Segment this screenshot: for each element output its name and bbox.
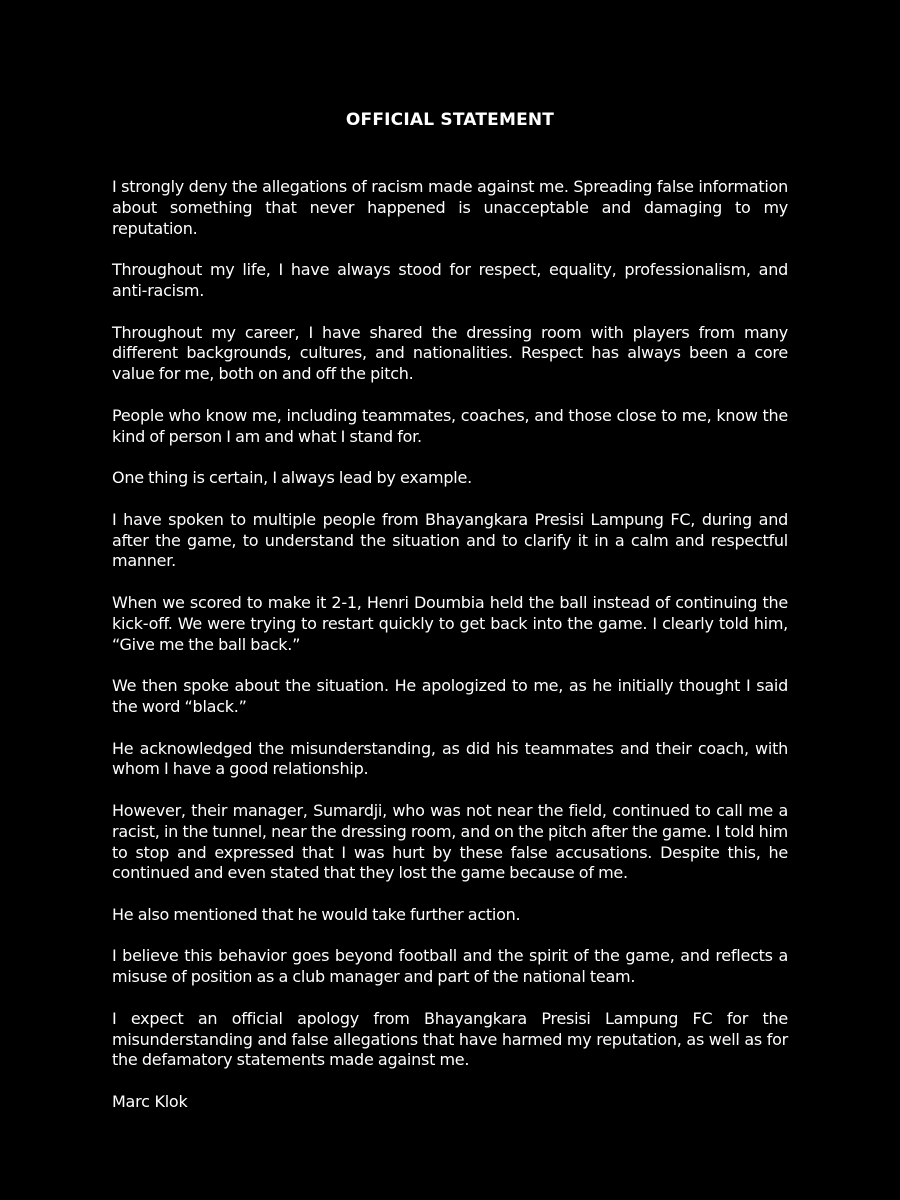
statement-paragraph: People who know me, including teammates, coaches, and those close to me, know the kind of person I am and what I stand for. (112, 405, 788, 446)
statement-paragraph: Throughout my life, I have always stood for respect, equality, professionalism, and anti-racism. (112, 260, 788, 300)
statement-paragraph: However, their manager, Sumardji, who was not near the field, continued to call me a racist, in the tunnel, near the dressing room, and on the pitch after the game. I told him to stop and expressed that I was hurt by these false accusations. Despite this, he continued and even stated that they lost the game because of me. (112, 800, 788, 883)
statement-paragraph: We then spoke about the situation. He apologized to me, as he initially thought I said the word “black.” (112, 676, 788, 716)
statement-paragraph: I believe this behavior goes beyond football and the spirit of the game, and reflects a misuse of position as a club manager and part of the national team. (112, 946, 788, 987)
signature-name: Marc Klok (112, 1092, 188, 1112)
statement-paragraph: One thing is certain, I always lead by example. (112, 468, 472, 488)
statement-paragraph: I have spoken to multiple people from Bhayangkara Presisi Lampung FC, during and after the game, to understand the situation and to clarify it in a calm and respectful manner. (112, 509, 788, 571)
statement-paragraph: I expect an official apology from Bhayangkara Presisi Lampung FC for the misunderstanding and false allegations that have harmed my reputation, as well as for the defamatory statements made against me. (112, 1008, 788, 1070)
statement-paragraph: I strongly deny the allegations of racism made against me. Spreading false information about something that never happened is unacceptable and damaging to my reputation. (112, 177, 788, 238)
statement-document (112, 108, 788, 1113)
statement-paragraph: He acknowledged the misunderstanding, as did his teammates and their coach, with whom I have a good relationship. (112, 738, 788, 779)
statement-title: OFFICIAL STATEMENT (345, 110, 555, 130)
statement-paragraph: When we scored to make it 2-1, Henri Doumbia held the ball instead of continuing the kick-off. We were trying to restart quickly to get back into the game. I clearly told him, “Give me the ball back.” (112, 592, 788, 654)
statement-paragraph: He also mentioned that he would take further action. (112, 904, 521, 924)
statement-paragraph: Throughout my career, I have shared the dressing room with players from many different backgrounds, cultures, and nationalities. Respect has always been a core value for me, both on and off the pitch. (112, 322, 788, 384)
